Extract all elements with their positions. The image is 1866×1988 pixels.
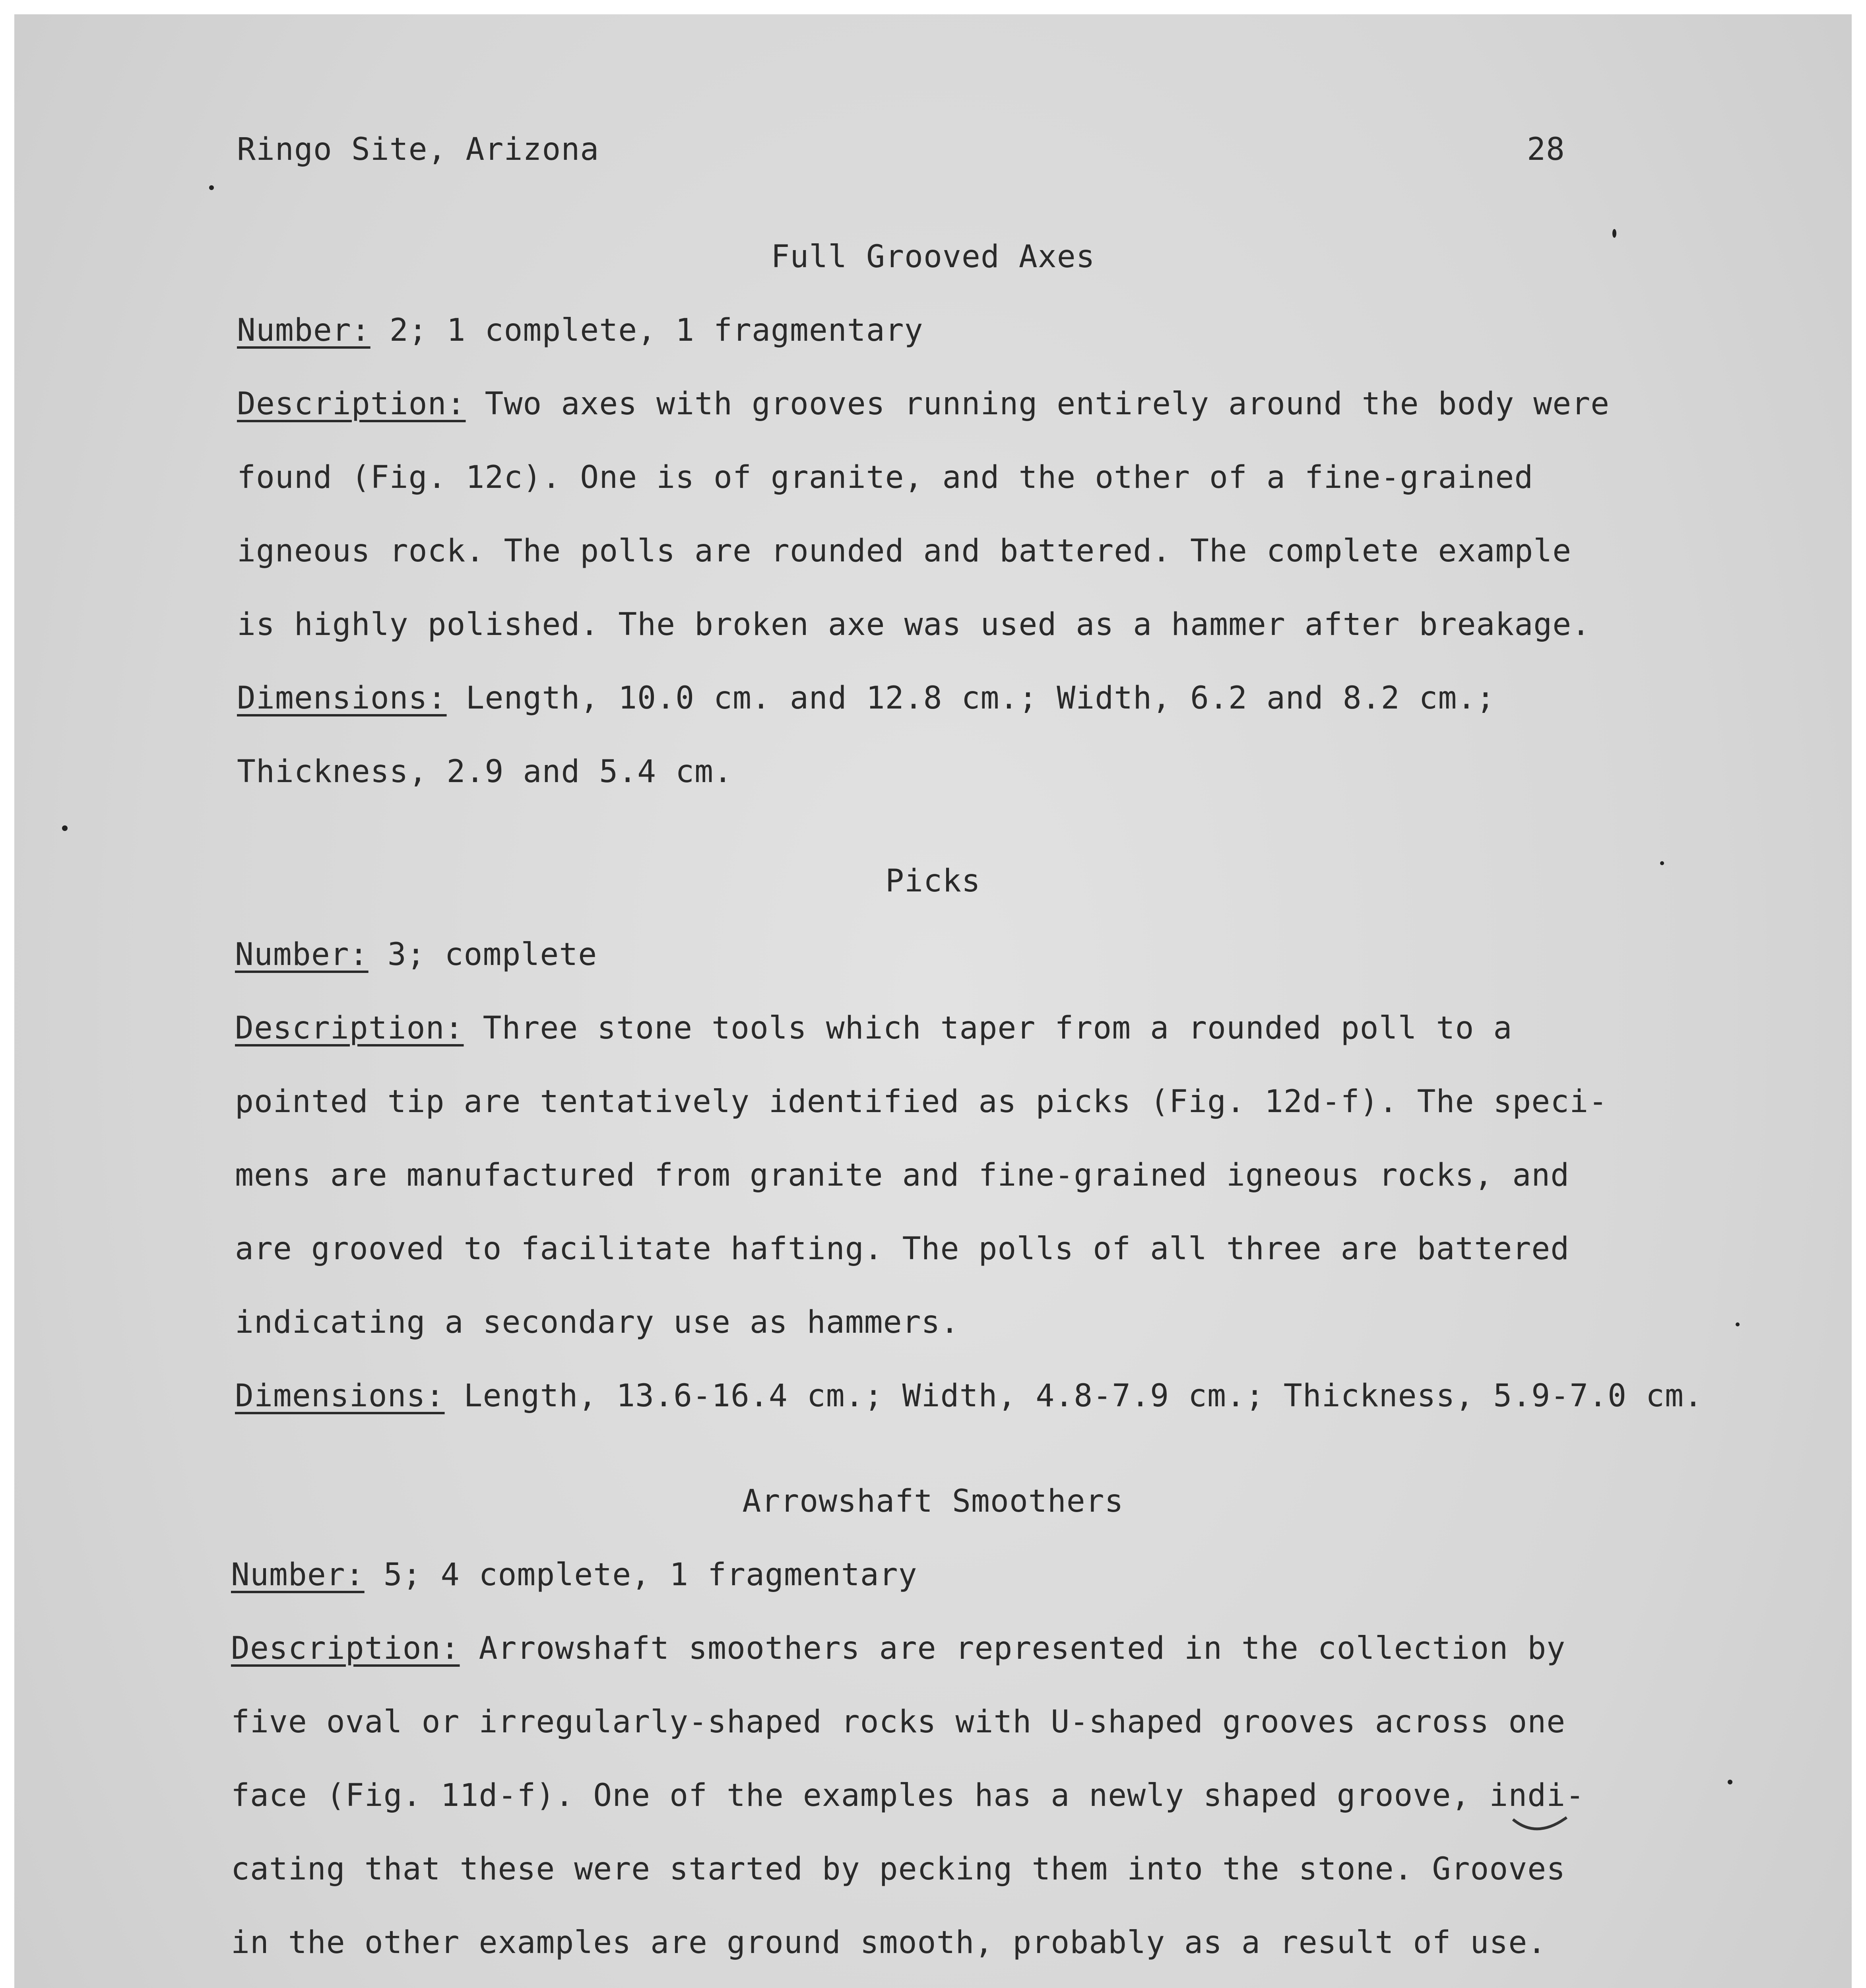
description-label: Description: — [237, 386, 466, 422]
description-line — [231, 1629, 1565, 1668]
description-line: pointed tip are tentatively identified as picks (Fig. 12d-f). The speci- — [235, 1084, 1608, 1120]
description-line — [235, 1008, 1512, 1048]
number-value: 5; 4 complete, 1 fragmentary — [383, 1557, 917, 1593]
description-line: cating that these were started by pecking them into the stone. Grooves — [231, 1851, 1566, 1887]
description-label: Description: — [235, 1010, 464, 1046]
description-line: five oval or irregularly-shaped rocks with U-shaped grooves across one — [231, 1704, 1566, 1740]
description-line: face (Fig. 11d-f). One of the examples has a newly shaped groove, indi- — [231, 1778, 1585, 1813]
page-number: 28 — [1527, 132, 1565, 167]
running-title: Ringo Site, Arizona — [237, 132, 599, 167]
scan-speck — [1736, 1322, 1740, 1326]
dimensions-line — [237, 678, 1495, 718]
number-label: Number: — [235, 937, 369, 973]
dimensions-text: Length, 13.6-16.4 cm.; Width, 4.8-7.9 cm.; Thickness, 5.9-7.0 cm. — [464, 1378, 1703, 1414]
number-label: Number: — [237, 313, 370, 348]
number-label: Number: — [231, 1557, 365, 1593]
section-heading: Full Grooved Axes — [771, 239, 1095, 275]
description-text: Three stone tools which taper from a rounded poll to a — [483, 1010, 1513, 1046]
dimensions-line — [235, 1376, 1703, 1416]
scan-speck — [62, 825, 68, 831]
description-text: Arrowshaft smoothers are represented in the collection by — [479, 1631, 1566, 1666]
number-value: 2; 1 complete, 1 fragmentary — [389, 313, 923, 348]
number-line — [237, 311, 923, 350]
dimensions-line: Thickness, 2.9 and 5.4 cm. — [237, 754, 733, 790]
dimensions-text: Length, 10.0 cm. and 12.8 cm.; Width, 6.2 and 8.2 cm.; — [466, 680, 1496, 716]
scan-speck — [1660, 861, 1664, 865]
pencil-mark — [1509, 1811, 1573, 1843]
number-line — [235, 935, 597, 975]
document-page — [14, 14, 1852, 1988]
description-text: Two axes with grooves running entirely around the body were — [485, 386, 1610, 422]
section-heading: Picks — [885, 863, 981, 899]
dimensions-label: Dimensions: — [235, 1378, 445, 1414]
scan-speck — [1728, 1780, 1732, 1784]
description-line: indicating a secondary use as hammers. — [235, 1305, 960, 1340]
description-line: are grooved to facilitate hafting. The polls of all three are battered — [235, 1231, 1570, 1267]
scan-speck — [209, 185, 214, 190]
description-line — [237, 384, 1610, 424]
description-label: Description: — [231, 1631, 460, 1666]
description-line: in the other examples are ground smooth, probably as a result of use. — [231, 1925, 1547, 1961]
description-line: mens are manufactured from granite and fine-grained igneous rocks, and — [235, 1157, 1570, 1193]
number-line — [231, 1555, 917, 1595]
dimensions-label: Dimensions: — [237, 680, 447, 716]
section-heading: Arrowshaft Smoothers — [742, 1483, 1124, 1519]
scan-speck — [1612, 229, 1616, 238]
description-line: is highly polished. The broken axe was used as a hammer after breakage. — [237, 607, 1591, 643]
description-line: igneous rock. The polls are rounded and battered. The complete example — [237, 533, 1572, 569]
number-value: 3; complete — [387, 937, 597, 973]
description-line: found (Fig. 12c). One is of granite, and the other of a fine-grained — [237, 460, 1534, 495]
